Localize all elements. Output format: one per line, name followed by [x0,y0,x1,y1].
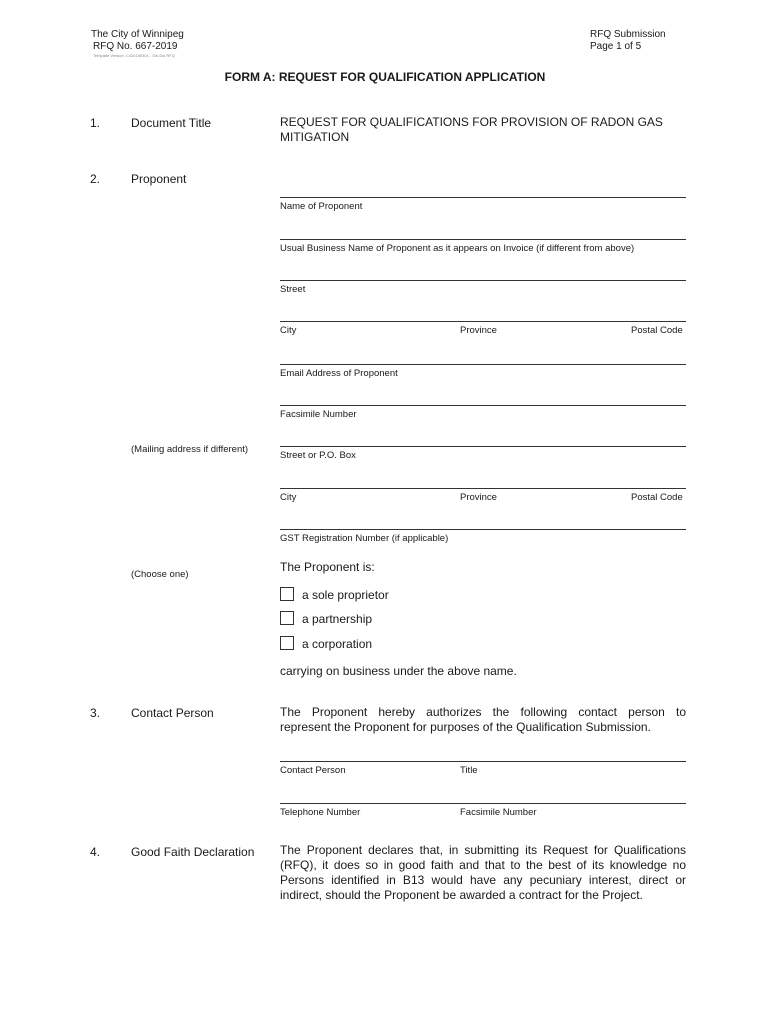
partnership-label: a partnership [302,612,373,626]
proponent-name-field[interactable] [280,197,686,198]
city-caption: City [280,325,297,336]
contact-authorization-line2: represent the Proponent for purposes of the Qualification Submission. [280,720,651,734]
province-caption: Province [460,325,497,336]
telephone-caption: Telephone Number [280,807,361,818]
choose-one-note: (Choose one) [131,569,189,580]
good-faith-line4: indirect, should the Proponent be awarded a contract for the Project. [280,888,643,902]
header-template-note: Template Version: C420190301 - Gsl Dsl RFQ [93,53,175,58]
corporation-label: a corporation [302,637,373,651]
carrying-on-business-text: carrying on business under the above name. [280,664,517,678]
contact-phone-fax-field[interactable] [280,803,686,804]
section-4-label: Good Faith Declaration [131,845,255,859]
contact-person-field[interactable] [280,761,686,762]
corporation-checkbox[interactable] [280,636,294,650]
section-3-number: 3. [90,706,101,720]
section-2-label: Proponent [131,172,187,186]
document-title-line1: REQUEST FOR QUALIFICATIONS FOR PROVISION OF RADON GAS [280,115,663,129]
mailing-address-note: (Mailing address if different) [131,444,249,455]
section-4-number: 4. [90,845,101,859]
gst-caption: GST Registration Number (if applicable) [280,533,449,544]
good-faith-line3: Persons identified in B13 would have any pecuniary interest, direct or [280,873,686,887]
header-org: The City of Winnipeg [91,29,184,40]
usual-business-name-field[interactable] [280,239,686,240]
email-field[interactable] [280,364,686,365]
mailing-city-caption: City [280,492,297,503]
good-faith-line1: The Proponent declares that, in submitting its Request for Qualifications [280,843,686,857]
city-province-postal-field[interactable] [280,321,686,322]
section-3-label: Contact Person [131,706,214,720]
mailing-street-field[interactable] [280,446,686,447]
form-title: FORM A: REQUEST FOR QUALIFICATION APPLICATION [224,70,546,84]
header-submission-title: RFQ Submission [590,29,666,40]
mailing-province-caption: Province [460,492,497,503]
contact-fax-caption: Facsimile Number [460,807,537,818]
street-field[interactable] [280,280,686,281]
header-rfq-number: RFQ No. 667-2019 [93,41,178,52]
fax-field[interactable] [280,405,686,406]
sole-proprietor-label: a sole proprietor [302,588,389,602]
postal-code-caption: Postal Code [631,325,683,336]
document-title-line2: MITIGATION [280,130,350,144]
email-caption: Email Address of Proponent [280,368,398,379]
proponent-is-label: The Proponent is: [280,560,375,574]
section-1-label: Document Title [131,116,212,130]
contact-title-caption: Title [460,765,478,776]
section-2-number: 2. [90,172,101,186]
sole-proprietor-checkbox[interactable] [280,587,294,601]
partnership-checkbox[interactable] [280,611,294,625]
section-1-number: 1. [90,116,101,130]
usual-business-name-caption: Usual Business Name of Proponent as it appears on Invoice (if different from above) [280,243,635,254]
street-caption: Street [280,284,306,295]
proponent-name-caption: Name of Proponent [280,201,363,212]
fax-caption: Facsimile Number [280,409,357,420]
good-faith-line2: (RFQ), it does so in good faith and that to the best of its knowledge no [280,858,686,872]
mailing-city-province-postal-field[interactable] [280,488,686,489]
contact-person-caption: Contact Person [280,765,346,776]
gst-field[interactable] [280,529,686,530]
header-page-number: Page 1 of 5 [590,41,642,52]
contact-authorization-line1: The Proponent hereby authorizes the following contact person to [280,705,686,719]
mailing-postal-code-caption: Postal Code [631,492,683,503]
mailing-street-caption: Street or P.O. Box [280,450,356,461]
